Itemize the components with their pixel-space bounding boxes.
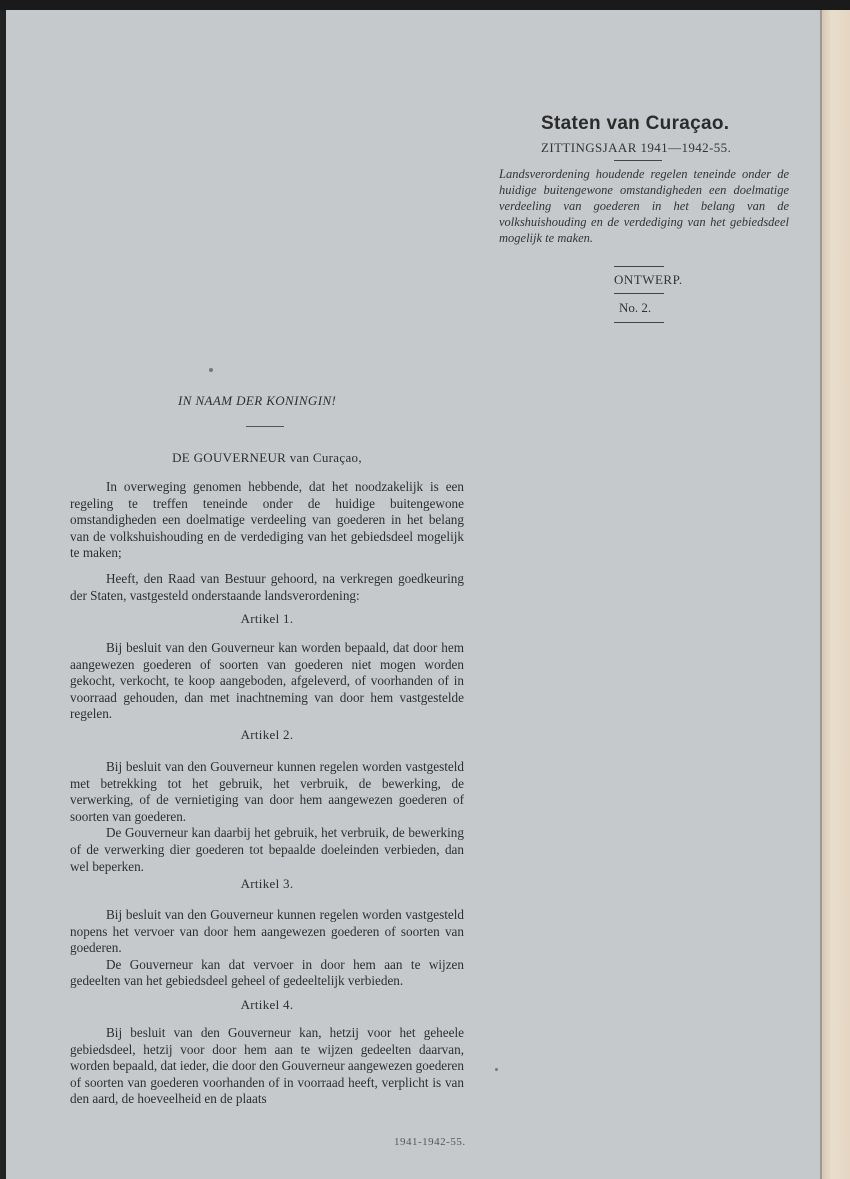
article-2-body: [70, 759, 464, 875]
article-3-title: Artikel 3.: [240, 876, 294, 891]
speck-mark: [209, 368, 213, 372]
article-1-paragraph-1: Bij besluit van den Gouverneur kan worden bepaald, dat door hem aangewezen goederen of soorten van goederen niet mogen worden gekocht, verkocht, te koop aangeboden, afgeleverd, of voorhanden of in voorraad gehouden, dan met inachtneming van door hem vastgestelde regelen.: [70, 640, 464, 722]
header-description: Landsverordening houdende regelen teneinde onder de huidige buitengewone omstandigheden een doelmatige verdeeling van goederen in het belang van de volkshuishouding en de verdediging van het gebiedsdeel mogelijk te maken.: [499, 167, 789, 245]
article-3-body: [70, 907, 464, 990]
article-2-title: Artikel 2.: [240, 727, 294, 742]
adjacent-page-strip: [822, 10, 850, 1179]
header-title: Staten van Curaçao.: [541, 113, 730, 134]
preamble-paragraph: In overweging genomen hebbende, dat het noodzakelijk is een regeling te treffen teneinde onder de huidige buitengewone omstandigheden een doelmatige verdeeling van goederen in het belang van de volkshuishouding en de verdediging van het gebiedsdeel mogelijk te maken;: [70, 479, 464, 561]
enactment-block: [70, 571, 464, 604]
header-rule-3: [614, 293, 664, 294]
document-page: [0, 10, 822, 1179]
header-rule-2: [614, 266, 664, 267]
article-1-title: Artikel 1.: [240, 611, 294, 626]
invocation-heading: IN NAAM DER KONINGIN!: [178, 393, 337, 408]
article-2-paragraph-1: Bij besluit van den Gouverneur kunnen regelen worden vastgesteld met betrekking tot het gebruik, het verbruik, de bewerking, de verwerking, of de vernietiging van door hem aangewezen goederen of soorten van goederen.: [70, 759, 464, 824]
article-3-paragraph-2: De Gouverneur kan dat vervoer in door hem aan te wijzen gedeelten van het gebiedsdeel geheel of gedeeltelijk verbieden.: [70, 956, 464, 989]
issuer-heading: DE GOUVERNEUR van Curaçao,: [172, 450, 362, 465]
preamble-block: [70, 479, 464, 562]
invocation-rule: [246, 426, 284, 427]
header-number: No. 2.: [619, 300, 652, 315]
article-3-paragraph-1: Bij besluit van den Gouverneur kunnen regelen worden vastgesteld nopens het vervoer van door hem aangewezen goederen of soorten van goederen.: [70, 907, 464, 956]
header-status: ONTWERP.: [614, 272, 683, 287]
footer-page-code: 1941-1942-55.: [394, 1136, 466, 1148]
enactment-paragraph: Heeft, den Raad van Bestuur gehoord, na verkregen goedkeuring der Staten, vastgesteld onderstaande landsverordening:: [70, 571, 464, 603]
article-4-paragraph-1: Bij besluit van den Gouverneur kan, hetzij voor het geheele gebiedsdeel, hetzij voor door hem aan te wijzen gedeelten daarvan, worden bepaald, dat ieder, die door den Gouverneur aangewezen goederen of soorten van goederen voorhanden of in voorraad heeft, verplicht is van den aard, de hoeveelheid en de plaats: [70, 1025, 464, 1107]
article-4-title: Artikel 4.: [240, 997, 294, 1012]
header-rule-1: [614, 160, 662, 161]
article-1-body: [70, 640, 464, 723]
article-2-paragraph-2: De Gouverneur kan daarbij het gebruik, het verbruik, de bewerking of de verwerking dier goederen tot bepaalde doeleinden verbieden, dan wel beperken.: [70, 825, 464, 874]
speck-mark: [495, 1068, 498, 1071]
header-session: ZITTINGSJAAR 1941—1942-55.: [541, 140, 732, 155]
article-4-body: [70, 1025, 464, 1108]
header-rule-4: [614, 322, 664, 323]
